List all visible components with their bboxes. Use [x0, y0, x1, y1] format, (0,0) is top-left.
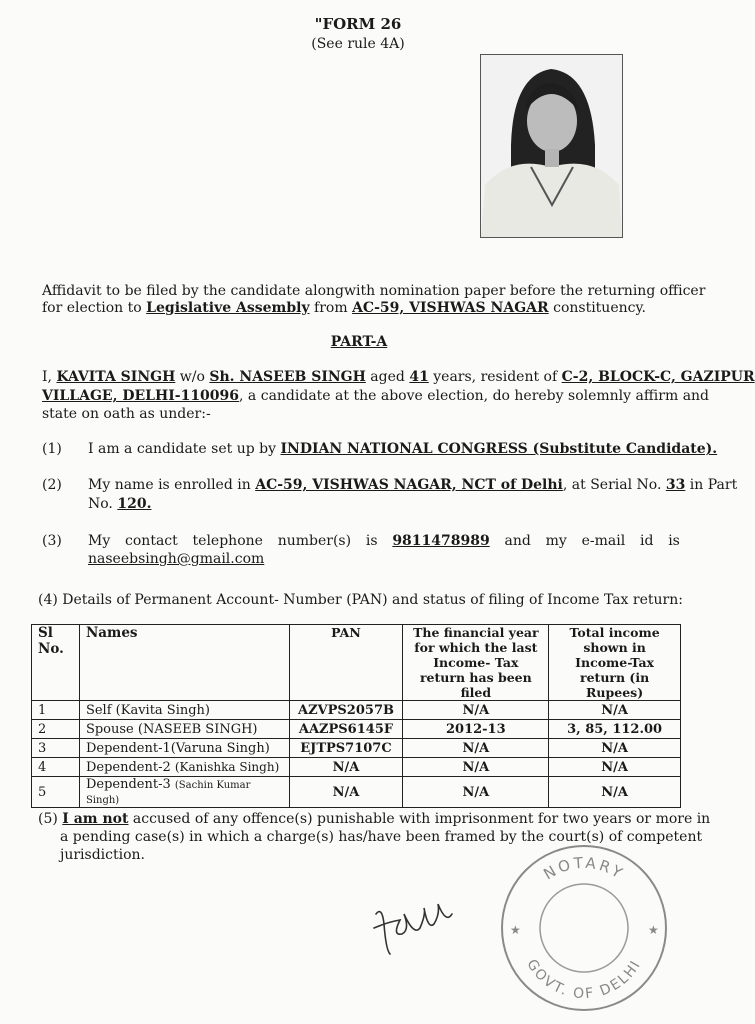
name-text: Dependent-1(Varuna Singh): [85, 740, 270, 756]
stamp-bottom-text: GOVT. OF DELHI: [523, 956, 645, 1003]
table-row: [32, 758, 681, 777]
text: my: [545, 533, 567, 549]
serial-number: 33: [665, 477, 686, 493]
cell-pan: N/A: [289, 777, 403, 808]
name-note: (Sachin Kumar Singh): [85, 780, 251, 806]
text: id: [639, 533, 654, 549]
email-address: naseebsingh@gmail.com: [88, 551, 265, 567]
svg-text:★: ★: [510, 923, 521, 937]
table-row: [32, 720, 681, 739]
phone-number: 9811478989: [392, 533, 490, 549]
item-1-number: (1): [42, 441, 62, 457]
address-line-1: C-2, BLOCK-C, GAZIPUR: [561, 369, 755, 385]
header-financial-year: The financial year for which the last Income- Tax return has been filed: [403, 625, 549, 701]
intro-text: from: [309, 300, 353, 316]
cell-name: [79, 701, 289, 720]
cell-income: N/A: [549, 739, 681, 758]
cell-sl: 2: [32, 720, 80, 739]
name-note: (Kanishka Singh): [174, 759, 280, 774]
spouse-name: Sh. NASEEB SINGH: [209, 369, 366, 385]
text: accused of any offence(s) punishable with imprisonment for two years or more in: [128, 811, 711, 827]
text: w/o: [175, 369, 210, 385]
text: is: [365, 533, 378, 549]
svg-text:★: ★: [648, 923, 659, 937]
text: My name is enrolled in: [88, 477, 256, 493]
candidate-name: KAVITA SINGH: [56, 369, 176, 385]
part-a-heading: PART-A: [330, 334, 388, 350]
cell-fy: N/A: [403, 758, 549, 777]
cell-sl: 5: [32, 777, 80, 808]
header-sl-no: Sl No.: [32, 625, 80, 701]
text: I,: [42, 369, 57, 385]
text: telephone: [192, 533, 263, 549]
rule-reference: (See rule 4A): [311, 36, 405, 52]
cell-name: [79, 758, 289, 777]
text: contact: [125, 533, 178, 549]
cell-income: N/A: [549, 777, 681, 808]
cell-name: [79, 720, 289, 739]
part-number: 120.: [117, 496, 152, 512]
item-1-text: [88, 441, 717, 457]
pan-table: [31, 624, 681, 808]
name-text: Dependent-3: [85, 777, 175, 792]
address-line-2: VILLAGE, DELHI-110096: [42, 388, 240, 404]
text: in Part: [685, 477, 738, 493]
table-header-row: [32, 625, 681, 701]
intro-line-2: [42, 300, 646, 316]
table-row: [32, 739, 681, 758]
cell-income: N/A: [549, 758, 681, 777]
name-text: Spouse (NASEEB SINGH): [85, 721, 258, 737]
cell-sl: 1: [32, 701, 80, 720]
party-name: INDIAN NATIONAL CONGRESS (Substitute Candidate).: [280, 441, 718, 457]
cell-fy: 2012-13: [403, 720, 549, 739]
header-names: Names: [79, 625, 289, 701]
text: number(s): [277, 533, 352, 549]
svg-text:GOVT. OF DELHI: [523, 957, 644, 1003]
stamp-top-text: NOTARY: [540, 853, 628, 884]
cell-income: N/A: [549, 701, 681, 720]
cell-name: [79, 739, 289, 758]
cell-fy: N/A: [403, 739, 549, 758]
age: 41: [409, 369, 429, 385]
intro-text: for election to: [42, 300, 147, 316]
item-3-number: (3): [42, 533, 62, 549]
text: years, resident of: [428, 369, 562, 385]
declaration-line-1: [42, 369, 755, 385]
text: , a candidate at the above election, do hereby solemnly affirm and: [239, 388, 710, 404]
item-4-text: (4) Details of Permanent Account- Number (PAN) and status of filing of Income Tax return:: [38, 592, 683, 608]
cell-pan: AZVPS2057B: [289, 701, 403, 720]
text: No.: [88, 496, 118, 512]
cell-sl: 3: [32, 739, 80, 758]
cell-income: 3, 85, 112.00: [549, 720, 681, 739]
declaration-line-2: [42, 388, 709, 404]
item-2-part: [88, 496, 151, 512]
svg-text:NOTARY: [540, 854, 627, 884]
item-5-line-3: jurisdiction.: [60, 847, 145, 863]
intro-text: constituency.: [548, 300, 646, 316]
header-total-income: Total income shown in Income-Tax return (in Rupees): [549, 625, 681, 701]
item-5-line-2: a pending case(s) in which a charge(s) has/have been framed by the court(s) of competent: [60, 829, 703, 845]
table-row: [32, 777, 681, 808]
cell-fy: N/A: [403, 701, 549, 720]
name-text: Dependent-2: [85, 759, 175, 775]
header-pan: PAN: [289, 625, 403, 701]
enrolled-constituency: AC-59, VISHWAS NAGAR, NCT of Delhi: [255, 477, 563, 493]
cell-pan: N/A: [289, 758, 403, 777]
item-5-number: (5): [38, 811, 63, 827]
text: , at Serial No.: [562, 477, 666, 493]
text: aged: [365, 369, 410, 385]
form-title: "FORM 26: [314, 15, 402, 33]
signature-mark: [368, 884, 460, 964]
item-2-number: (2): [42, 477, 62, 493]
cell-pan: AAZPS6145F: [289, 720, 403, 739]
text: and: [504, 533, 531, 549]
item-5-line-1: [38, 810, 711, 828]
declaration-line-3: state on oath as under:-: [42, 406, 211, 422]
item-5-lead: I am not: [62, 811, 129, 827]
name-text: Self (Kavita Singh): [85, 702, 210, 718]
item-2-text: [88, 477, 737, 493]
text: I am a candidate set up by: [88, 441, 281, 457]
cell-name: [79, 777, 289, 808]
form-header: [258, 14, 458, 54]
item-3-text: [88, 533, 680, 549]
assembly-type: Legislative Assembly: [146, 300, 310, 316]
text: is: [668, 533, 680, 549]
text: My: [88, 533, 111, 549]
intro-line-1: Affidavit to be filed by the candidate alongwith nomination paper before the returning officer: [42, 283, 706, 299]
candidate-photo: [480, 54, 623, 238]
cell-fy: N/A: [403, 777, 549, 808]
cell-pan: EJTPS7107C: [289, 739, 403, 758]
cell-sl: 4: [32, 758, 80, 777]
notary-stamp: [498, 842, 670, 1014]
table-row: [32, 701, 681, 720]
text: e-mail: [581, 533, 626, 549]
constituency-name: AC-59, VISHWAS NAGAR: [352, 300, 549, 316]
